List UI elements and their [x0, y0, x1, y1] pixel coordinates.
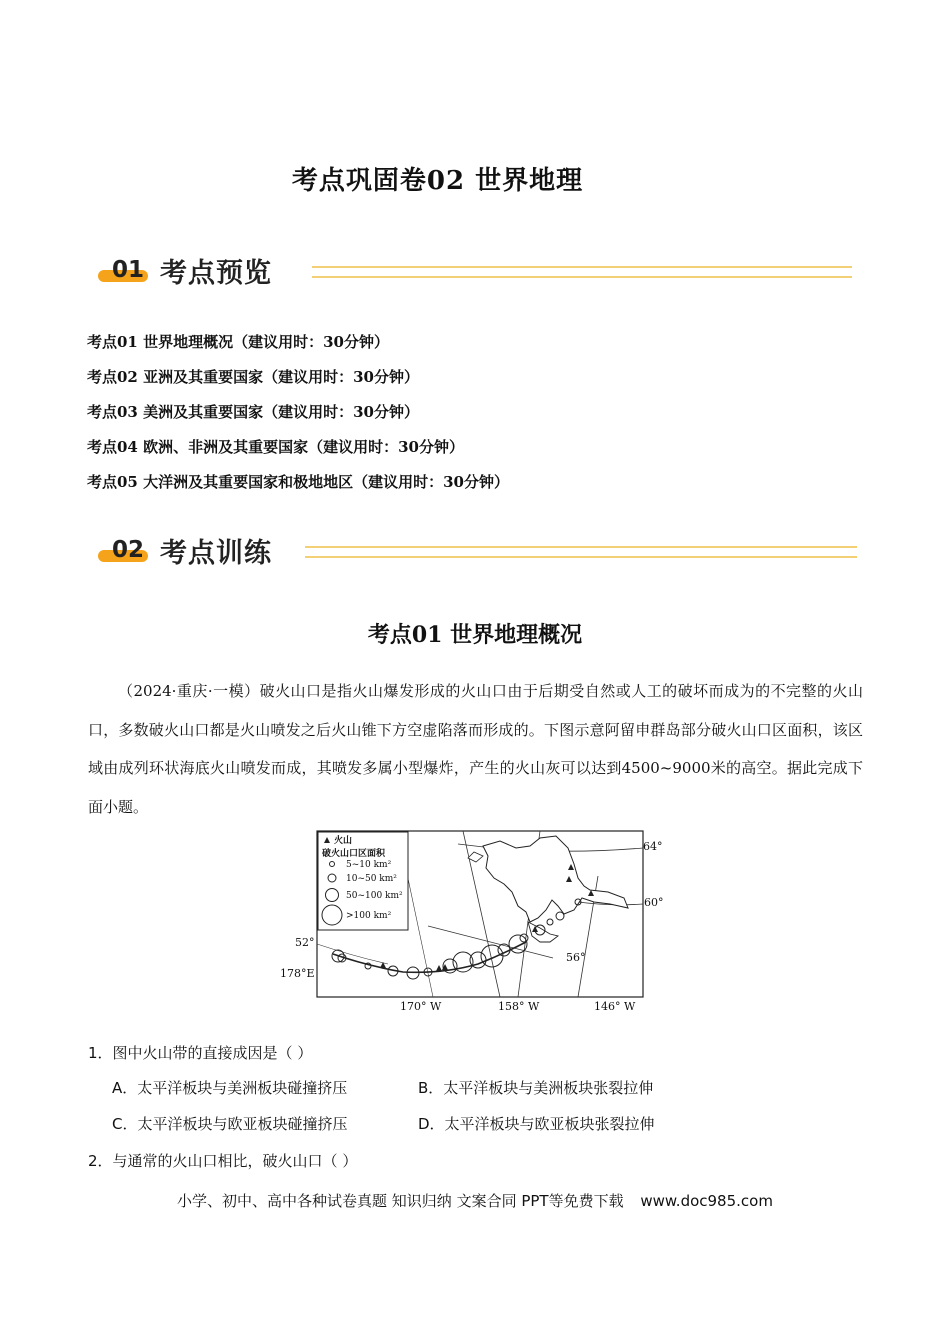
section-label: 考点预览 — [160, 257, 272, 289]
footer-text: 小学、初中、高中各种试卷真题 知识归纳 文案合同 PPT等免费下载 — [177, 1192, 624, 1210]
legend-item: 5~10 km² — [346, 860, 392, 870]
option-d: D．太平洋板块与欧亚板块张裂拉伸 — [418, 1115, 655, 1133]
option-c: C．太平洋板块与欧亚板块碰撞挤压 — [112, 1115, 348, 1133]
legend-item: >100 km² — [346, 911, 392, 921]
question-stem: 2．与通常的火山口相比，破火山口（ ） — [88, 1152, 358, 1170]
lat-label: 52° — [295, 936, 315, 949]
toc-item: 考点03 美洲及其重要国家（建议用时：30分钟） — [87, 403, 419, 421]
lon-label: 146° W — [594, 1000, 636, 1013]
page-footer — [0, 1190, 950, 1211]
question-passage: （2024·重庆·一模）破火山口是指火山爆发形成的火山口由于后期受自然或人工的破坏而成为的不完整的火山口，多数破火山口都是火山喷发之后火山锥下方空虚陷落而形成的。下图示意阿留申群岛部分破火山口区面积，该区域由成列环状海底火山喷发而成，其喷发多属小型爆炸，产生的火山灰可以达到4500~9000米的高空。据此完成下面小题。 — [88, 682, 863, 816]
legend-volcano: 火山 — [334, 836, 353, 846]
toc-item: 考点05 大洋洲及其重要国家和极地地区（建议用时：30分钟） — [87, 473, 509, 491]
section-divider — [312, 266, 852, 278]
lon-label: 170° W — [400, 1000, 442, 1013]
toc-item: 考点02 亚洲及其重要国家（建议用时：30分钟） — [87, 368, 419, 386]
question-stem: 1．图中火山带的直接成因是（ ） — [88, 1044, 313, 1062]
lat-label: 56° — [566, 951, 586, 964]
option-b: B．太平洋板块与美洲板块张裂拉伸 — [418, 1079, 654, 1097]
lat-label: 64° — [643, 840, 663, 853]
legend-title: 破火山口区面积 — [322, 849, 386, 859]
option-a: A．太平洋板块与美洲板块碰撞挤压 — [112, 1079, 348, 1097]
aleutian-caldera-map — [278, 826, 664, 1016]
legend-item: 50~100 km² — [346, 891, 403, 901]
legend-item: 10~50 km² — [346, 874, 397, 884]
toc-item: 考点04 欧洲、非洲及其重要国家（建议用时：30分钟） — [87, 438, 464, 456]
toc-list — [87, 325, 509, 500]
lon-label: 178°E — [280, 967, 315, 980]
section-header-preview — [92, 250, 272, 290]
lon-label: 158° W — [498, 1000, 540, 1013]
section-number: 02 — [92, 537, 148, 563]
section-label: 考点训练 — [160, 537, 272, 569]
toc-item: 考点01 世界地理概况（建议用时：30分钟） — [87, 333, 389, 351]
subsection-title: 考点01 世界地理概况 — [367, 622, 583, 648]
footer-site-link[interactable]: www.doc985.com — [640, 1192, 773, 1210]
document-title: 考点巩固卷02 世界地理 — [291, 166, 584, 196]
section-number: 01 — [92, 257, 148, 283]
lat-label: 60° — [644, 896, 664, 909]
section-divider — [305, 546, 857, 558]
section-header-training — [92, 530, 272, 570]
